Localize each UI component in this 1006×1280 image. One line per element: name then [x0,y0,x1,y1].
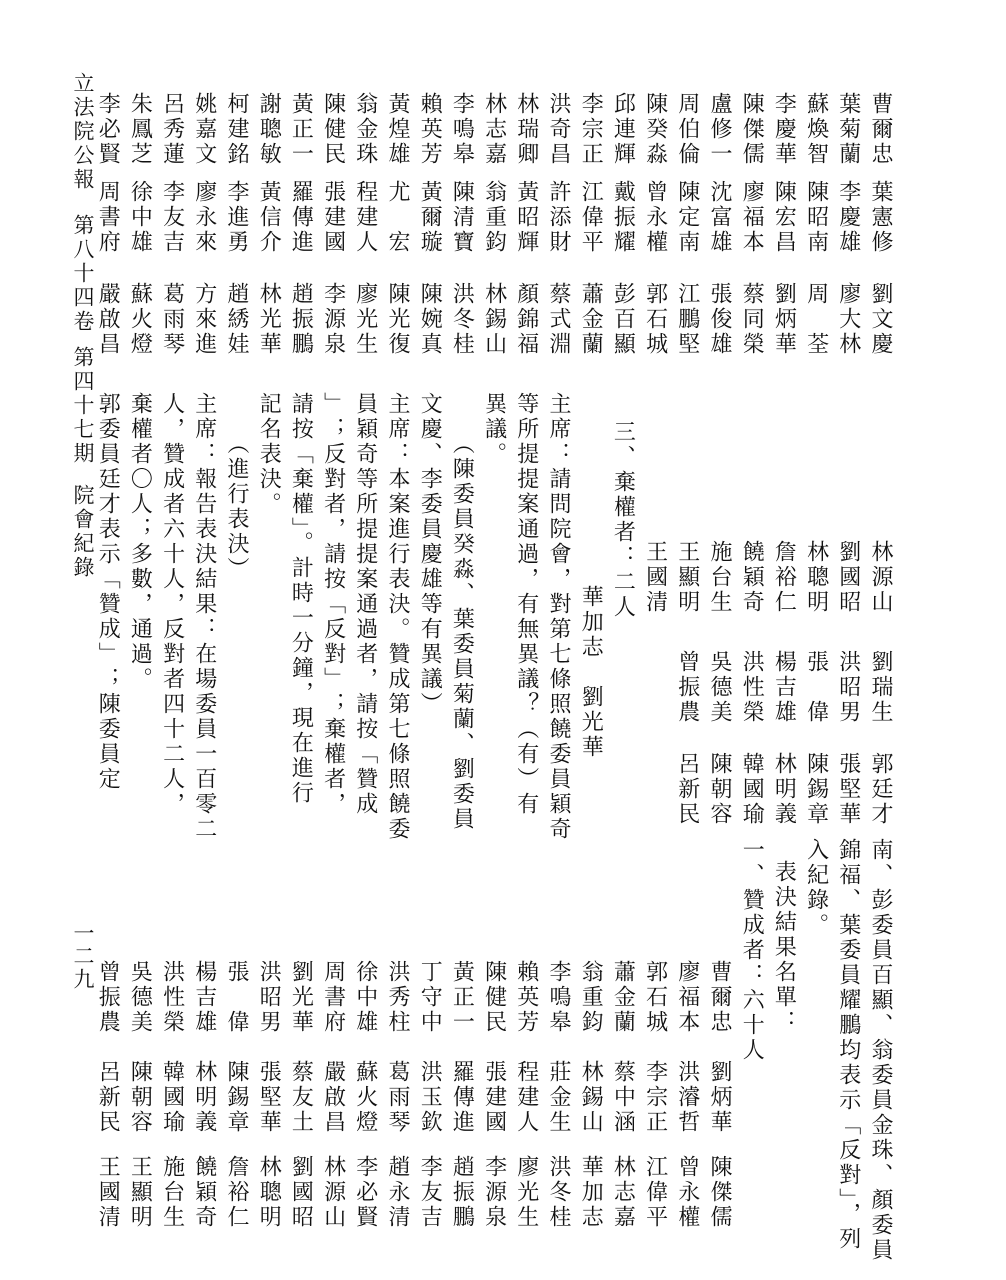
yes-name-16-2: 饒穎奇 [191,1155,217,1230]
top-col-9-cell-1: 江偉平 [578,180,604,255]
top-col-22-cell-2: 葛雨琴 [159,282,185,357]
top-col-2-cell-5: 陳錫章 [803,752,829,827]
top-col-10-cell-3: 主席：請問院會，對第七條照饒委員穎奇 [546,392,571,842]
top-col-23-cell-0: 朱鳳芝 [127,92,153,167]
top-col-19-cell-0: 謝聰敏 [256,92,282,167]
top-col-18-cell-1: 羅傳進 [288,180,314,255]
yes-name-19-2: 王國清 [95,1155,121,1230]
top-col-5-cell-2: 張俊雄 [707,282,732,357]
yes-name-2-0: 郭石城 [642,960,668,1035]
top-col-17-cell-3: 」；反對者，請按「反對」；棄權者， [320,392,346,817]
yes-name-0-1: 劉炳華 [707,1060,732,1135]
yes-name-1-1: 洪濬哲 [674,1060,700,1135]
yes-name-11-0: 徐中雄 [352,960,378,1035]
top-col-9-cell-3: 華加志 劉光華 [578,560,604,760]
top-col-1-cell-1: 李慶雄 [835,180,861,255]
yes-name-17-2: 施台生 [159,1155,185,1230]
yes-name-13-2: 劉國昭 [288,1155,314,1230]
yes-name-14-2: 林聰明 [256,1155,282,1230]
top-col-1-cell-3: 劉國昭 [835,540,861,615]
top-col-23-cell-3: 棄權者〇人；多數，通過。 [127,392,153,692]
top-col-8-cell-2: 彭百顯 [610,282,636,357]
yes-name-14-0: 洪昭男 [256,960,282,1035]
top-col-20-cell-1: 李進勇 [224,180,249,255]
top-col-1-cell-2: 廖大林 [835,282,861,357]
top-col-3-cell-3: 詹裕仁 [771,540,797,615]
top-col-14-cell-1: 黃爾璇 [417,180,443,255]
top-col-15-cell-1: 尤 宏 [385,180,410,255]
top-col-3-cell-5: 林明義 [771,752,797,827]
yes-title: 一、贊成者：六十人 [739,838,765,1063]
yes-name-13-1: 蔡友土 [288,1060,314,1135]
top-col-16-cell-0: 翁金珠 [352,92,378,167]
top-col-4-cell-3: 饒穎奇 [739,540,765,615]
yes-name-0-0: 曹爾忠 [707,960,732,1035]
top-col-21-cell-1: 廖永來 [191,180,217,255]
top-col-24-cell-1: 周書府 [95,180,121,255]
top-col-10-cell-1: 許添財 [546,180,571,255]
yes-name-11-2: 李必賢 [352,1155,378,1230]
top-col-12-cell-1: 翁重鈞 [481,180,507,255]
top-col-20-cell-3: （進行表決） [224,432,249,582]
top-col-3-cell-2: 劉炳華 [771,282,797,357]
top-col-1-cell-5: 張堅華 [835,752,861,827]
yes-name-12-2: 林源山 [320,1155,346,1230]
yes-name-0-2: 陳傑儒 [707,1155,732,1230]
top-col-14-cell-2: 陳婉真 [417,282,443,357]
top-col-23-cell-2: 蘇火燈 [127,282,153,357]
top-col-6-cell-4: 曾振農 [674,650,700,725]
top-col-5-cell-5: 陳朝容 [707,752,732,827]
intro-line-0: 南、彭委員百顯、翁委員金珠、顏委員 [868,838,893,1263]
yes-name-7-1: 張建國 [481,1060,507,1135]
yes-name-6-1: 程建人 [513,1060,539,1135]
top-col-11-cell-0: 林瑞卿 [513,92,539,167]
top-col-10-cell-2: 蔡式淵 [546,282,571,357]
top-col-16-cell-2: 廖光生 [352,282,378,357]
top-col-3-cell-0: 李慶華 [771,92,797,167]
top-col-4-cell-1: 廖福本 [739,180,765,255]
top-col-15-cell-3: 主席：本案進行表決。贊成第七條照饒委 [385,392,410,842]
top-col-0-cell-0: 曹爾忠 [868,92,893,167]
yes-name-17-0: 洪性榮 [159,960,185,1035]
top-col-5-cell-4: 吳德美 [707,650,732,725]
yes-name-12-1: 嚴啟昌 [320,1060,346,1135]
yes-name-1-0: 廖福本 [674,960,700,1035]
top-col-2-cell-0: 蘇煥智 [803,92,829,167]
yes-name-19-0: 曾振農 [95,960,121,1035]
intro-line-1: 錦福、葉委員耀鵬均表示「反對」，列 [835,838,861,1252]
top-col-2-cell-4: 張 偉 [803,650,829,725]
top-col-4-cell-5: 韓國瑜 [739,752,765,827]
top-col-22-cell-0: 呂秀蓮 [159,92,185,167]
yes-name-8-0: 黃正一 [449,960,475,1035]
top-col-9-cell-2: 蕭金蘭 [578,282,604,357]
yes-name-1-2: 曾永權 [674,1155,700,1230]
top-col-23-cell-1: 徐中雄 [127,180,153,255]
top-col-20-cell-2: 趙綉娃 [224,282,249,357]
top-col-21-cell-0: 姚嘉文 [191,92,217,167]
yes-name-14-1: 張堅華 [256,1060,282,1135]
top-col-13-cell-1: 陳清寶 [449,180,475,255]
top-col-14-cell-3: 文慶、李委員慶雄等有異議） [417,392,443,717]
top-col-13-cell-2: 洪冬桂 [449,282,475,357]
top-col-0-cell-5: 郭廷才 [868,752,893,827]
top-col-3-cell-4: 楊吉雄 [771,650,797,725]
yes-name-2-2: 江偉平 [642,1155,668,1230]
top-col-10-cell-0: 洪奇昌 [546,92,571,167]
top-col-15-cell-2: 陳光復 [385,282,410,357]
top-col-24-cell-2: 嚴啟昌 [95,282,121,357]
yes-name-12-0: 周書府 [320,960,346,1035]
top-col-6-cell-5: 呂新民 [674,752,700,827]
yes-name-4-1: 林錫山 [578,1060,604,1135]
yes-name-3-1: 蔡中涵 [610,1060,636,1135]
top-col-0-cell-2: 劉文慶 [868,282,893,357]
yes-name-15-2: 詹裕仁 [224,1155,249,1230]
top-col-18-cell-3: 請按「棄權」。計時一分鐘，現在進行 [288,392,314,806]
yes-name-4-2: 華加志 [578,1155,604,1230]
yes-name-16-1: 林明義 [191,1060,217,1135]
top-col-21-cell-3: 主席：報告表決結果：在場委員一百零二 [191,392,217,842]
top-col-2-cell-3: 林聰明 [803,540,829,615]
yes-name-9-1: 洪玉欽 [417,1060,443,1135]
results-title: 表決結果名單： [771,860,797,1035]
top-col-16-cell-1: 程建人 [352,180,378,255]
volume-number: 第八十四卷 [71,214,95,334]
top-col-6-cell-1: 陳定南 [674,180,700,255]
top-col-17-cell-0: 陳健民 [320,92,346,167]
top-col-12-cell-0: 林志嘉 [481,92,507,167]
yes-name-11-1: 蘇火燈 [352,1060,378,1135]
top-col-13-cell-0: 李鳴皋 [449,92,475,167]
yes-name-10-2: 趙永清 [385,1155,410,1230]
top-col-18-cell-0: 黃正一 [288,92,314,167]
top-col-21-cell-2: 方來進 [191,282,217,357]
yes-name-6-2: 廖光生 [513,1155,539,1230]
top-col-6-cell-0: 周伯倫 [674,92,700,167]
yes-name-7-2: 李源泉 [481,1155,507,1230]
top-col-8-cell-1: 戴振耀 [610,180,636,255]
yes-name-2-1: 李宗正 [642,1060,668,1135]
top-col-18-cell-2: 趙振鵬 [288,282,314,357]
top-col-11-cell-3: 等所提提案通過，有無異議？（有）有 [513,392,539,817]
yes-name-17-1: 韓國瑜 [159,1060,185,1135]
top-col-24-cell-0: 李必賢 [95,92,121,167]
top-col-22-cell-3: 人，贊成者六十人，反對者四十二人， [159,392,185,817]
top-col-12-cell-3: 異議。 [481,392,507,467]
yes-name-9-2: 李友吉 [417,1155,443,1230]
top-col-5-cell-0: 盧修一 [707,92,732,167]
top-col-2-cell-1: 陳昭南 [803,180,829,255]
top-col-24-cell-3: 郭委員廷才表示「贊成」；陳委員定 [95,392,121,792]
top-col-3-cell-1: 陳宏昌 [771,180,797,255]
yes-name-18-1: 陳朝容 [127,1060,153,1135]
top-col-4-cell-2: 蔡同榮 [739,282,765,357]
yes-name-8-1: 羅傳進 [449,1060,475,1135]
yes-name-8-2: 趙振鵬 [449,1155,475,1230]
yes-name-3-0: 蕭金蘭 [610,960,636,1035]
yes-name-18-2: 王顯明 [127,1155,153,1230]
top-col-8-cell-0: 邱連輝 [610,92,636,167]
yes-name-13-0: 劉光華 [288,960,314,1035]
top-col-20-cell-0: 柯建銘 [224,92,249,167]
top-col-4-cell-0: 陳傑儒 [739,92,765,167]
yes-name-10-0: 洪秀柱 [385,960,410,1035]
top-col-5-cell-3: 施台生 [707,540,732,615]
yes-name-5-0: 李鳴皋 [546,960,571,1035]
yes-name-10-1: 葛雨琴 [385,1060,410,1135]
yes-name-16-0: 楊吉雄 [191,960,217,1035]
yes-name-15-0: 張 偉 [224,960,249,1035]
yes-name-9-0: 丁守中 [417,960,443,1035]
top-col-11-cell-2: 顏錦福 [513,282,539,357]
top-col-12-cell-2: 林錫山 [481,282,507,357]
top-col-19-cell-3: 記名表決。 [256,392,282,517]
yes-name-5-2: 洪冬桂 [546,1155,571,1230]
top-col-7-cell-1: 曾永權 [642,180,668,255]
publication-name: 立法院公報 [71,72,95,192]
yes-name-18-0: 吳德美 [127,960,153,1035]
top-col-16-cell-3: 員穎奇等所提提案通過者，請按「贊成 [352,392,378,817]
yes-name-7-0: 陳健民 [481,960,507,1035]
top-col-1-cell-0: 葉菊蘭 [835,92,861,167]
top-col-11-cell-1: 黃昭輝 [513,180,539,255]
top-col-7-cell-0: 陳癸淼 [642,92,668,167]
top-col-17-cell-2: 李源泉 [320,282,346,357]
top-col-5-cell-1: 沈富雄 [707,180,732,255]
page-number: 一二九 [71,922,95,991]
top-col-7-cell-3: 王國清 [642,540,668,615]
top-col-9-cell-0: 李宗正 [578,92,604,167]
top-col-15-cell-0: 黃煌雄 [385,92,410,167]
yes-name-19-1: 呂新民 [95,1060,121,1135]
top-col-0-cell-3: 林源山 [868,540,893,615]
top-col-19-cell-1: 黃信介 [256,180,282,255]
top-col-13-cell-3: （陳委員癸淼、葉委員菊蘭、劉委員 [449,432,475,832]
yes-name-4-0: 翁重鈞 [578,960,604,1035]
top-col-6-cell-2: 江鵬堅 [674,282,700,357]
top-col-8-cell-3: 三、棄權者：二人 [610,420,636,620]
top-col-2-cell-2: 周 荃 [803,282,829,357]
running-header [70,72,96,580]
yes-name-5-1: 莊金生 [546,1060,571,1135]
top-col-22-cell-1: 李友吉 [159,180,185,255]
top-col-6-cell-3: 王顯明 [674,540,700,615]
intro-line-2: 入紀錄。 [803,838,829,938]
top-col-0-cell-1: 葉憲修 [868,180,893,255]
yes-name-3-2: 林志嘉 [610,1155,636,1230]
yes-name-6-0: 賴英芳 [513,960,539,1035]
top-col-0-cell-4: 劉瑞生 [868,650,893,725]
top-col-19-cell-2: 林光華 [256,282,282,357]
yes-name-15-1: 陳錫章 [224,1060,249,1135]
top-col-4-cell-4: 洪性榮 [739,650,765,725]
top-col-14-cell-0: 賴英芳 [417,92,443,167]
top-col-1-cell-4: 洪昭男 [835,650,861,725]
top-col-7-cell-2: 郭石城 [642,282,668,357]
top-col-17-cell-1: 張建國 [320,180,346,255]
section-name: 院會紀錄 [71,484,95,580]
issue-number: 第四十七期 [71,346,95,466]
